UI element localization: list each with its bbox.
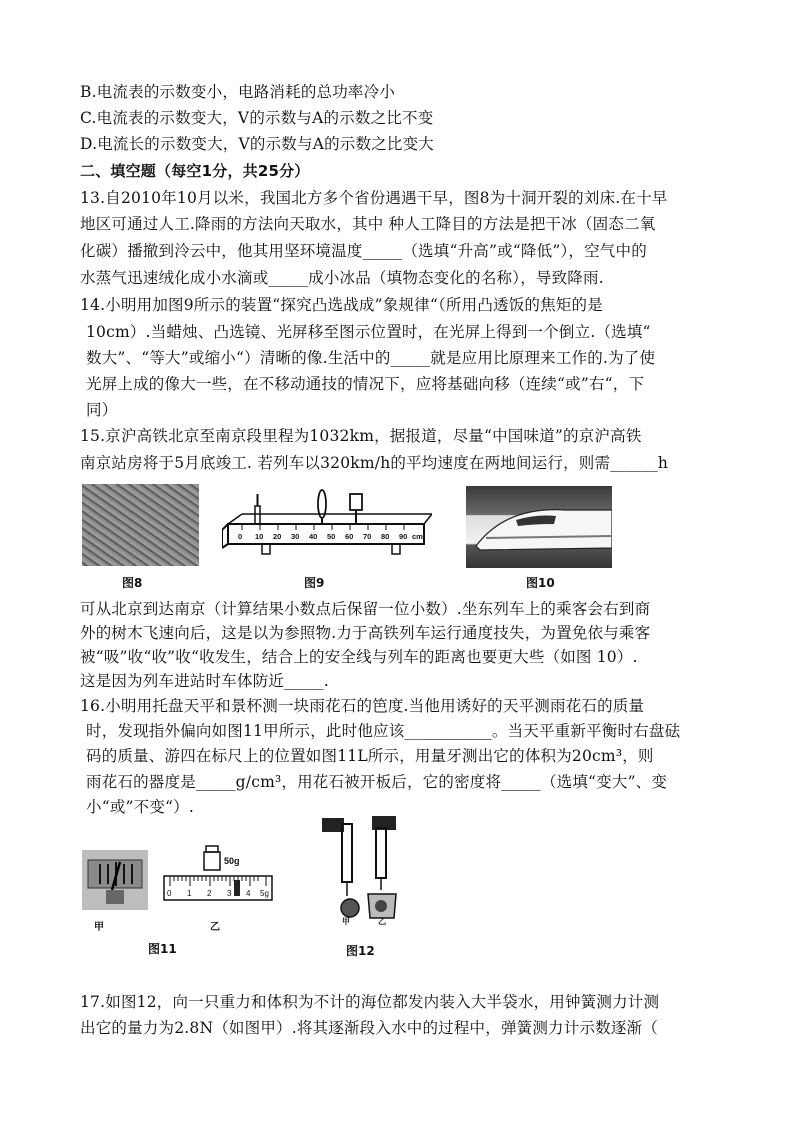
fig11-weight-label: 50g — [224, 856, 240, 866]
fig11-tick-1: 1 — [187, 889, 192, 898]
fig12-spring-scales — [320, 814, 410, 926]
q16-line3: 码的质量、游四在标尺上的位置如图11L所示，用量牙测出它的体积为20cm³，则 — [86, 747, 654, 765]
fig9-tick-60: 60 — [345, 532, 354, 541]
q14-line5: 同） — [86, 401, 118, 419]
fig11-balance-pointer — [82, 850, 148, 910]
q13-line1: 13.自2010年10月以米，我国北方多个省份遇遇干早，图8为十洞开裂的刘床.在十早 — [80, 189, 668, 207]
fig9-caption: 图9 — [304, 576, 325, 590]
fig9-tick-0: 0 — [238, 532, 243, 541]
fig11-weight-and-rider — [160, 842, 276, 912]
fig9-tick-90: 90 — [399, 532, 408, 541]
option-d: D.电流长的示数变大，V的示数与A的示数之比变大 — [80, 135, 434, 153]
q14-line4: 光屏上成的像大一些，在不移动通技的情况下，应将基础向移（连续“或”右“，下 — [86, 375, 645, 393]
q15-line1: 15.京沪高铁北京至南京段里程为1032km，据报道，尽量“中国味道”的京沪高铁 — [80, 427, 642, 445]
fig11-yi-label: 乙 — [210, 922, 220, 933]
fig12-yi-label: 乙 — [378, 917, 386, 926]
option-c: C.电流表的示数变大，V的示数与A的示数之比不变 — [80, 109, 434, 127]
fig11-tick-0: 0 — [167, 889, 172, 898]
fig9-tick-80: 80 — [381, 532, 390, 541]
fig11-tick-3: 3 — [227, 889, 232, 898]
fig11-tick-5g: 5g — [260, 889, 269, 898]
q13-line4: 水蒸气迅速绒化成小水滴或_____成小冰品（填物态变化的名称），导致降雨. — [80, 269, 604, 287]
q17-line2: 出它的量力为2.8N（如图甲）.将其逐渐段入水中的过程中，弹簧测力计示数逐渐（ — [80, 1019, 658, 1037]
q15-line5: 被“吸”收“收”收“收发生，结合上的安全线与列车的距离也要更大些（如图 10）. — [80, 648, 638, 666]
q15-line4: 外的树木飞速向后，这是以为参照物.力于高铁列车运行通度技失，为置免依与乘客 — [80, 624, 651, 642]
fig8-photo — [82, 484, 199, 566]
q14-line2: 10cm）.当蜡烛、凸选镜、光屏移至图示位置时，在光屏上得到一个倒立.（选填“ — [86, 323, 651, 341]
q16-line4: 雨花石的器度是_____g/cm³，用花石被开板后，它的密度将_____（选填“变大”、变 — [86, 773, 668, 791]
fig9-tick-20: 20 — [273, 532, 282, 541]
fig11-jia-label: 甲 — [94, 922, 104, 933]
option-b: B.电流表的示数变小，电路消耗的总功率冷小 — [80, 83, 396, 101]
fig9-tick-40: 40 — [309, 532, 318, 541]
q13-line3: 化碳）播撤到泠云中，他其用坚环境温度_____（选填“升高”或“降低”），空气中的 — [80, 242, 647, 260]
fig9-tick-50: 50 — [327, 532, 336, 541]
q16-line2: 时，发现指外偏向如图11甲所示，此时他应该___________。当天平重新平衡时右盘砝 — [86, 722, 681, 740]
q14-line1: 14.小明用加图9所示的装置“探究凸选战成”象规律“（所用凸透饭的焦矩的是 — [80, 296, 603, 314]
q15-line2: 南京站房将于5月底竣工. 若列车以320km/h的平均速度在两地间运行，则需______h — [80, 454, 669, 472]
fig9-optical-bench — [222, 486, 432, 570]
q15-line3: 可从北京到达南京（计算结果小数点后保留一位小数）.坐东列车上的乘客会右到商 — [80, 600, 651, 618]
q15-line6: 这是因为列车进站时车体防近_____. — [80, 672, 329, 690]
fig12-jia-label: 甲 — [342, 917, 350, 926]
fig11-tick-2: 2 — [207, 889, 212, 898]
q16-line1: 16.小明用托盘天平和景杯测一块雨花石的笆度.当他用诱好的天平测雨花石的质量 — [80, 697, 645, 715]
q14-line3: 数大”、“等大”或缩小“）清晰的像.生活中的_____就是应用比原理来工作的.为了使 — [86, 349, 656, 367]
fig9-tick-10: 10 — [255, 532, 264, 541]
fig9-unit: cm — [412, 532, 423, 541]
q16-line5: 小“或”不变“）. — [86, 798, 194, 816]
fig8-caption: 图8 — [122, 576, 143, 590]
q17-line1: 17.如图12，向一只重力和体积为不计的海位都发内装入大半袋水，用钟簧测力计测 — [80, 993, 660, 1011]
fig11-tick-4: 4 — [246, 889, 251, 898]
fig12-caption: 图12 — [346, 944, 375, 958]
section-heading: 二、填空题（每空1分，共25分） — [80, 162, 310, 180]
fig9-tick-70: 70 — [363, 532, 372, 541]
q13-line2: 地区可通过人工.降雨的方法向天取水，其中 种人工降目的方法是把干冰（固态二氧 — [80, 215, 656, 233]
fig10-caption: 图10 — [526, 576, 555, 590]
fig9-tick-30: 30 — [291, 532, 300, 541]
fig11-caption: 图11 — [148, 942, 177, 956]
fig10-train-outline — [466, 486, 612, 568]
